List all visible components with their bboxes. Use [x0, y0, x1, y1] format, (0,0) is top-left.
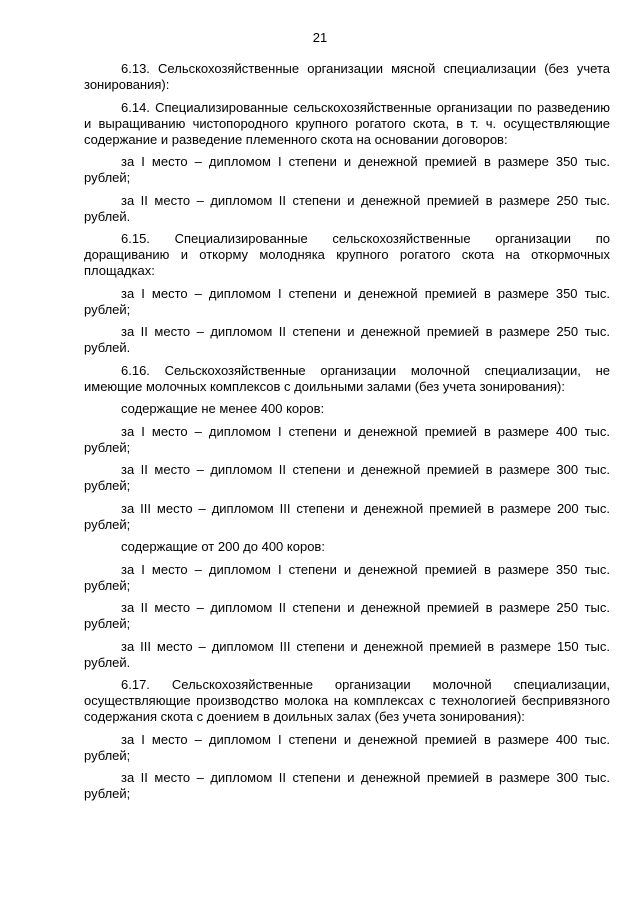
award-item: за I место – дипломом I степени и денежной премией в размере 350 тыс. рублей;: [84, 561, 610, 593]
award-item: за III место – дипломом III степени и денежной премией в размере 200 тыс. рублей;: [84, 500, 610, 532]
award-item: за I место – дипломом I степени и денежной премией в размере 350 тыс. рублей;: [84, 154, 610, 185]
paragraph-6-15: 6.15. Специализированные сельскохозяйственные организации по доращиванию и откорму молодняка крупного рогатого скота на откормочных площадках:: [84, 231, 610, 278]
paragraph-6-16: 6.16. Сельскохозяйственные организации молочной специализации, не имеющие молочных комплексов с доильными залами (без учета зонирования):: [84, 362, 610, 394]
document-body: [84, 61, 610, 802]
award-item: за II место – дипломом II степени и денежной премией в размере 250 тыс. рублей.: [84, 192, 610, 224]
award-item: за II место – дипломом II степени и денежной премией в размере 250 тыс. рублей.: [84, 324, 610, 355]
award-item: за III место – дипломом III степени и денежной премией в размере 150 тыс. рублей.: [84, 638, 610, 670]
award-item: за II место – дипломом II степени и денежной премией в размере 250 тыс. рублей;: [84, 600, 610, 631]
award-item: за I место – дипломом I степени и денежной премией в размере 400 тыс. рублей;: [84, 423, 610, 455]
award-item: за II место – дипломом II степени и денежной премией в размере 300 тыс. рублей;: [84, 462, 610, 493]
subgroup-heading: содержащие от 200 до 400 коров:: [121, 539, 325, 554]
award-item: за I место – дипломом I степени и денежной премией в размере 350 тыс. рублей;: [84, 285, 610, 317]
subgroup-heading: содержащие не менее 400 коров:: [121, 401, 325, 416]
paragraph-6-14: 6.14. Специализированные сельскохозяйственные организации по разведению и выращиванию чистопородного крупного рогатого скота, в т. ч. осуществляющие содержание и разведение племенного скота на основании договоров:: [84, 99, 610, 147]
award-item: за I место – дипломом I степени и денежной премией в размере 400 тыс. рублей;: [84, 731, 610, 763]
award-item: за II место – дипломом II степени и денежной премией в размере 300 тыс. рублей;: [84, 770, 610, 801]
paragraph-6-13: 6.13. Сельскохозяйственные организации мясной специализации (без учета зонирования):: [84, 61, 610, 92]
paragraph-6-17: 6.17. Сельскохозяйственные организации молочной специализации, осуществляющие производство молока на комплексах с технологией беспривязного содержания скота с доением в доильных залах (без учета зонирования):: [84, 677, 610, 724]
page-number: 21: [312, 30, 328, 45]
